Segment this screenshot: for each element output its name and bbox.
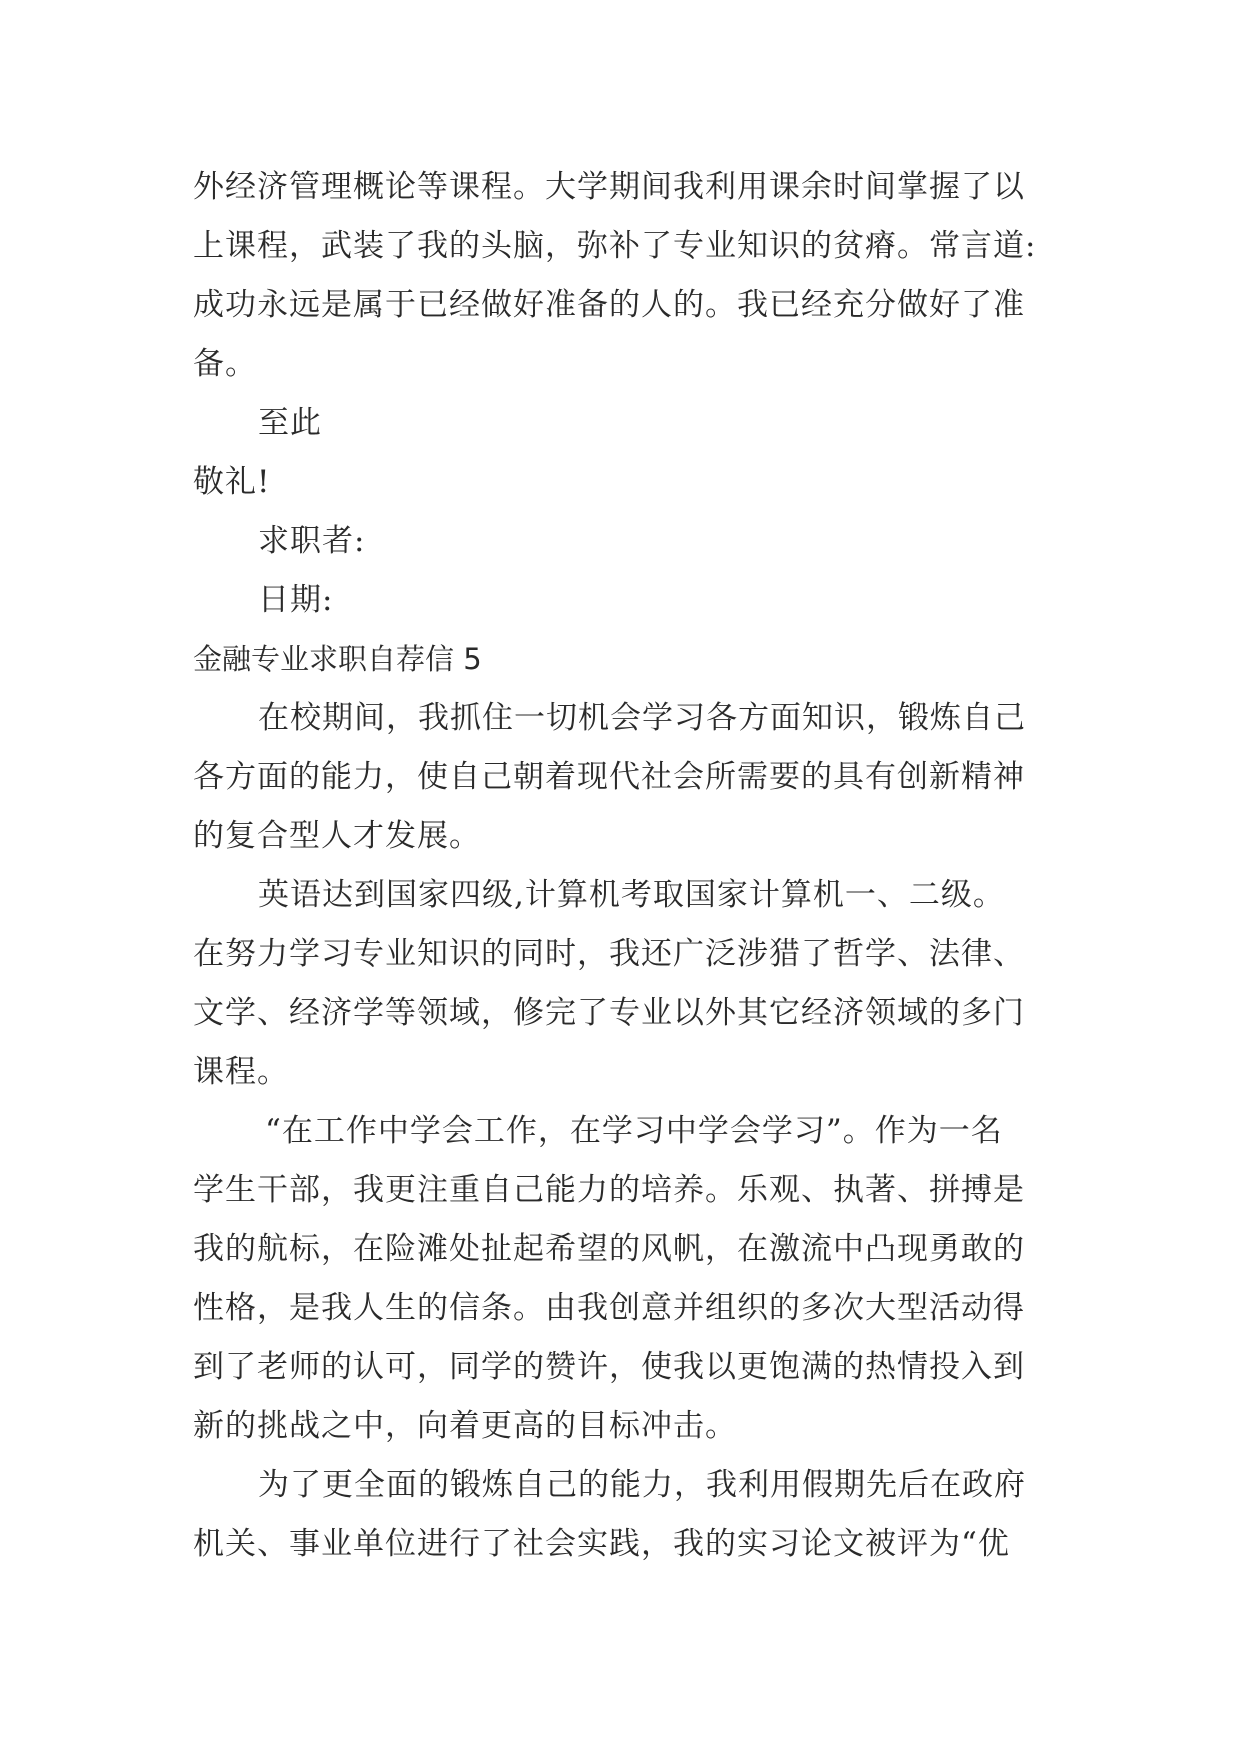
text-line: 英语达到国家四级,计算机考取国家计算机一、二级。 <box>258 877 1005 913</box>
text-line: 课程。 <box>193 1054 289 1090</box>
text-line: 新的挑战之中，向着更高的目标冲击。 <box>193 1408 737 1444</box>
text-line: 我的航标，在险滩处扯起希望的风帆，在激流中凸现勇敢的 <box>193 1231 1025 1267</box>
text-line: 的复合型人才发展。 <box>193 818 481 854</box>
text-line: 机关、事业单位进行了社会实践，我的实习论文被评为“优 <box>193 1526 1010 1562</box>
text-line: 成功永远是属于已经做好准备的人的。我已经充分做好了准 <box>193 287 1025 323</box>
text-line: 备。 <box>193 346 257 382</box>
salutation: 敬礼! <box>193 464 271 500</box>
applicant-label: 求职者: <box>258 523 366 559</box>
text-line: 为了更全面的锻炼自己的能力，我利用假期先后在政府 <box>258 1467 1026 1503</box>
text-line: 在校期间，我抓住一切机会学习各方面知识，锻炼自己 <box>258 700 1026 736</box>
text-line: 各方面的能力，使自己朝着现代社会所需要的具有创新精神 <box>193 759 1025 795</box>
text-line: 性格，是我人生的信条。由我创意并组织的多次大型活动得 <box>193 1290 1025 1326</box>
text-line: 上课程，武装了我的头脑，弥补了专业知识的贫瘠。常言道: <box>193 228 1037 264</box>
text-line: 文学、经济学等领域，修完了专业以外其它经济领域的多门 <box>193 995 1025 1031</box>
text-line: 在努力学习专业知识的同时，我还广泛涉猎了哲学、法律、 <box>193 936 1025 972</box>
document-body <box>193 158 1063 1574</box>
section-heading: 金融专业求职自荐信 5 <box>193 642 482 676</box>
text-line: 学生干部，我更注重自己能力的培养。乐观、执著、拼搏是 <box>193 1172 1025 1208</box>
text-line: “在工作中学会工作，在学习中学会学习”。作为一名 <box>265 1113 1003 1149</box>
closing-phrase: 至此 <box>258 405 322 441</box>
text-line: 外经济管理概论等课程。大学期间我利用课余时间掌握了以 <box>193 169 1025 205</box>
text-line: 到了老师的认可，同学的赞许，使我以更饱满的热情投入到 <box>193 1349 1025 1385</box>
date-label: 日期: <box>258 582 334 618</box>
